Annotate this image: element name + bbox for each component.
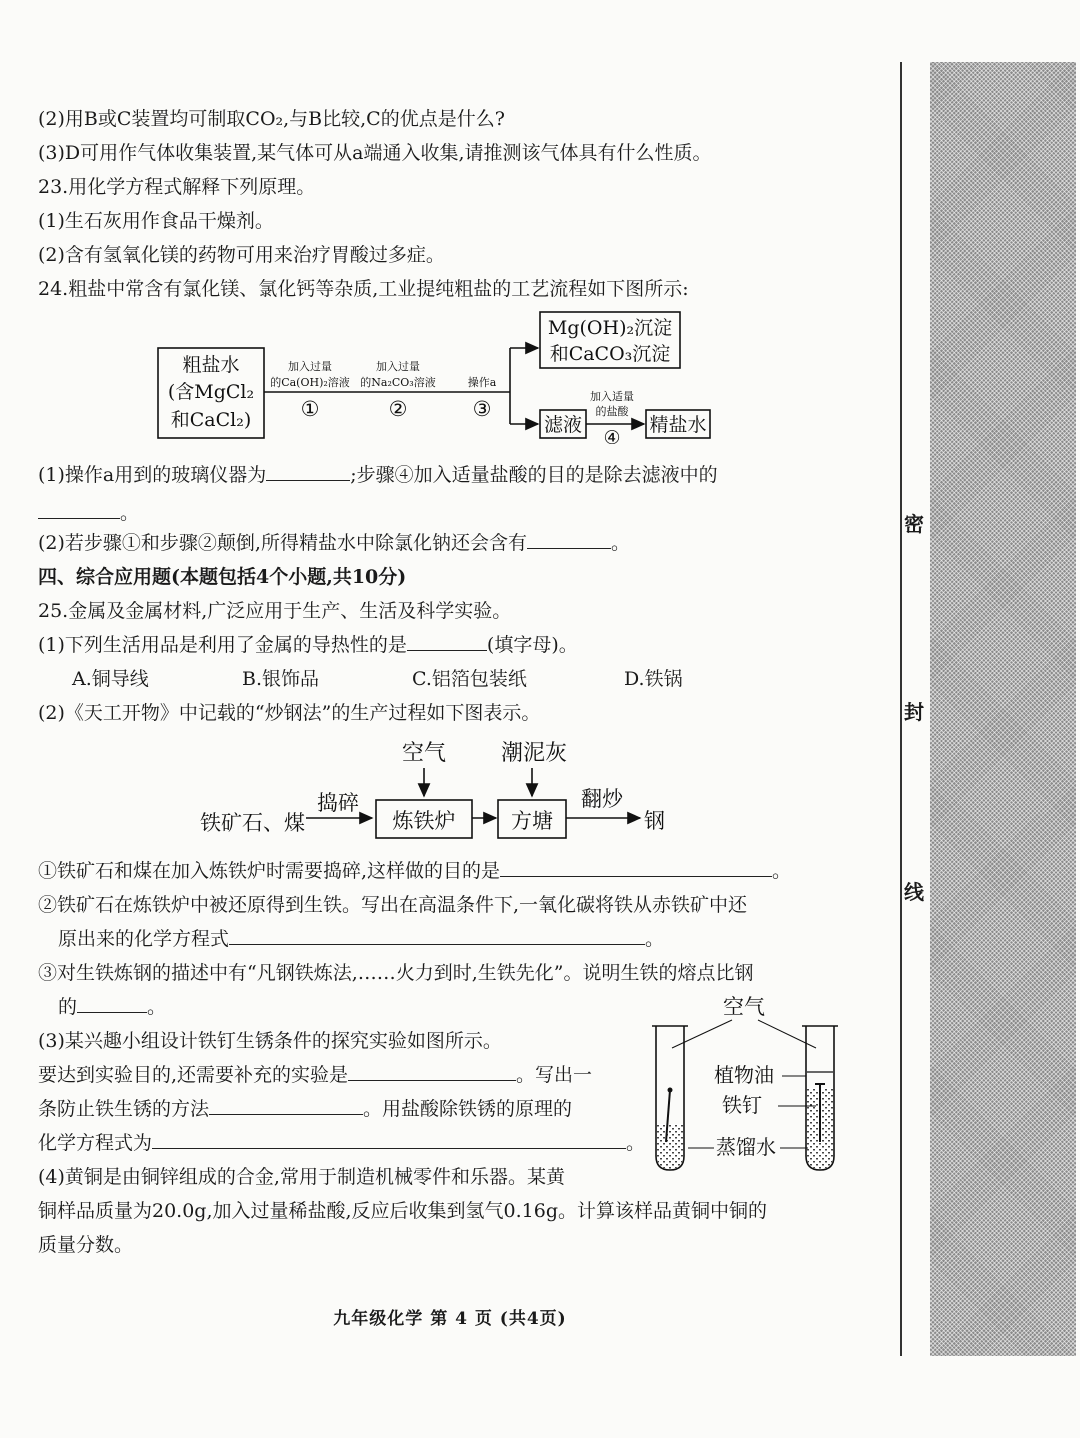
air-tube-label: 空气: [723, 995, 765, 1019]
q25-2-2-line1: ②铁矿石在炼铁炉中被还原得到生铁。写出在高温条件下,一氧化碳将铁从赤铁矿中还: [38, 894, 748, 916]
q23-2: (2)含有氢氧化镁的药物可用来治疗胃酸过多症。: [38, 244, 445, 266]
q25-2-3-line1: ③对生铁炼钢的描述中有“凡钢铁炼法,……火力到时,生铁先化”。说明生铁的熔点比钢: [38, 962, 754, 984]
precipitate-line2: 和CaCO₃沉淀: [549, 343, 671, 365]
q25-2-2-text-b: 原出来的化学方程式: [58, 928, 230, 950]
steel-label: 钢: [644, 809, 665, 833]
step2-label-bottom: 的Na₂CO₃溶液: [360, 376, 436, 389]
q25-1: [38, 632, 578, 658]
crude-brine-line2: (含MgCl₂: [167, 381, 255, 403]
mud-ash-label: 潮泥灰: [500, 741, 568, 766]
answer-blank[interactable]: [229, 926, 645, 945]
air-pointer-right: [758, 1020, 816, 1048]
step4-label-bottom: 的盐酸: [595, 405, 629, 418]
answer-blank[interactable]: [209, 1096, 363, 1115]
q24-2-text-b: 。: [610, 532, 630, 554]
q25-3-line3: [38, 1096, 572, 1122]
nail-label: 铁钉: [722, 1093, 762, 1117]
q25-3-text-d2: 。: [626, 1132, 646, 1154]
answer-blank[interactable]: [77, 994, 147, 1013]
steelmaking-flowchart: [196, 732, 686, 846]
q24-1-text-c: 。: [120, 502, 140, 524]
binding-line: [900, 62, 902, 1356]
crude-brine-title: 粗盐水: [182, 354, 240, 376]
q25-3-text-b2: 。写出一: [516, 1064, 593, 1086]
crush-label: 捣碎: [317, 791, 359, 815]
q25-2-2-line2: [58, 926, 664, 952]
option-c: C.铝箔包装纸: [412, 668, 527, 690]
q25-1-text-b: (填字母)。: [486, 634, 578, 656]
rust-experiment-diagram: [644, 992, 844, 1174]
q24-2: [38, 530, 630, 556]
filtrate-label: 滤液: [543, 414, 583, 436]
section-4-title: 四、综合应用题(本题包括4个小题,共10分): [38, 566, 407, 588]
step2-number: ②: [388, 397, 408, 421]
oil-label: 植物油: [714, 1063, 774, 1087]
q25-3-text-c2: 。用盐酸除铁锈的原理的: [363, 1098, 573, 1120]
air-label: 空气: [401, 741, 447, 766]
step1-label-bottom: 的Ca(OH)₂溶液: [270, 376, 350, 389]
q24-title: 24.粗盐中常含有氯化镁、氯化钙等杂质,工业提纯粗盐的工艺流程如下图所示:: [38, 278, 689, 300]
step1-number: ①: [300, 397, 320, 421]
q25-3-text-c1: 条防止铁生锈的方法: [38, 1098, 210, 1120]
q25-3-line2: [38, 1062, 592, 1088]
step4-number: ④: [603, 427, 621, 444]
step3-number: ③: [472, 397, 492, 421]
crude-brine-line3: 和CaCl₂): [170, 409, 252, 431]
q25-1-text-a: (1)下列生活用品是利用了金属的导热性的是: [38, 634, 407, 656]
answer-blank[interactable]: [38, 500, 120, 519]
q25-3-text-b1: 要达到实验目的,还需要补充的实验是: [38, 1064, 349, 1086]
q25-2-1-text-b: 。: [772, 860, 792, 882]
q25-2-3-text-b: 的: [58, 996, 78, 1018]
step2-label-top: 加入过量: [376, 360, 420, 373]
q25-2-3-line2: [58, 994, 166, 1020]
q24-1-line1: [38, 462, 718, 488]
q25-2-1-text-a: ①铁矿石和煤在加入炼铁炉时需要捣碎,这样做的目的是: [38, 860, 501, 882]
option-a: A.铜导线: [72, 668, 149, 690]
q22-2: (2)用B或C装置均可制取CO₂,与B比较,C的优点是什么?: [38, 108, 505, 130]
q25-3-text-d1: 化学方程式为: [38, 1132, 153, 1154]
option-b: B.银饰品: [242, 668, 320, 690]
q24-2-text-a: (2)若步骤①和步骤②颠倒,所得精盐水中除氯化钠还会含有: [38, 532, 527, 554]
answer-blank[interactable]: [527, 530, 611, 549]
q25-4-line2: 铜样品质量为20.0g,加入过量稀盐酸,反应后收集到氢气0.16g。计算该样品黄铜中铜的: [38, 1200, 768, 1222]
tube-left-water: [657, 1124, 683, 1169]
answer-blank[interactable]: [407, 632, 487, 651]
step4-label-top: 加入适量: [590, 390, 634, 403]
q25-2-2-text-c: 。: [645, 928, 665, 950]
air-pointer-left: [672, 1020, 732, 1048]
q25-2-title: (2)《天工开物》中记载的“炒钢法”的生产过程如下图表示。: [38, 702, 541, 724]
q23-title: 23.用化学方程式解释下列原理。: [38, 176, 316, 198]
q25-2-1: [38, 858, 791, 884]
option-d: D.铁锅: [624, 668, 683, 690]
answer-blank[interactable]: [500, 858, 772, 877]
q24-1-text-a: (1)操作a用到的玻璃仪器为: [38, 464, 267, 486]
hatched-margin: [930, 62, 1076, 1356]
seal-char-1: 密: [904, 512, 924, 536]
q22-3: (3)D可用作气体收集装置,某气体可从a端通入收集,请推测该气体具有什么性质。: [38, 142, 712, 164]
answer-blank[interactable]: [348, 1062, 516, 1081]
step1-label-top: 加入过量: [288, 360, 332, 373]
fine-brine-label: 精盐水: [649, 414, 707, 436]
q25-3-line4: [38, 1130, 645, 1156]
precipitate-line1: Mg(OH)₂沉淀: [547, 317, 673, 339]
pond-label: 方塘: [511, 809, 553, 833]
seal-char-3: 线: [904, 880, 924, 904]
answer-blank[interactable]: [266, 462, 350, 481]
salt-purification-flowchart: [150, 308, 730, 444]
q24-1-text-b: ;步骤④加入适量盐酸的目的是除去滤液中的: [350, 464, 718, 486]
q24-1-line2: [38, 500, 139, 526]
furnace-label: 炼铁炉: [392, 809, 456, 833]
q25-4-line3: 质量分数。: [38, 1234, 134, 1256]
page-footer: 九年级化学 第 4 页 (共4页): [333, 1309, 567, 1329]
seal-char-2: 封: [904, 700, 924, 724]
q25-3-title: (3)某兴趣小组设计铁钉生锈条件的探究实验如图所示。: [38, 1030, 502, 1052]
q23-1: (1)生石灰用作食品干燥剂。: [38, 210, 274, 232]
answer-blank[interactable]: [152, 1130, 626, 1149]
q25-4-line1: (4)黄铜是由铜锌组成的合金,常用于制造机械零件和乐器。某黄: [38, 1166, 565, 1188]
stir-label: 翻炒: [581, 787, 623, 811]
q25-title: 25.金属及金属材料,广泛应用于生产、生活及科学实验。: [38, 600, 512, 622]
q25-2-3-text-c: 。: [147, 996, 167, 1018]
iron-nail-left-head: [668, 1088, 673, 1093]
step3-label: 操作a: [467, 376, 497, 389]
raw-material-label: 铁矿石、煤: [200, 811, 305, 835]
water-label: 蒸馏水: [716, 1135, 776, 1159]
